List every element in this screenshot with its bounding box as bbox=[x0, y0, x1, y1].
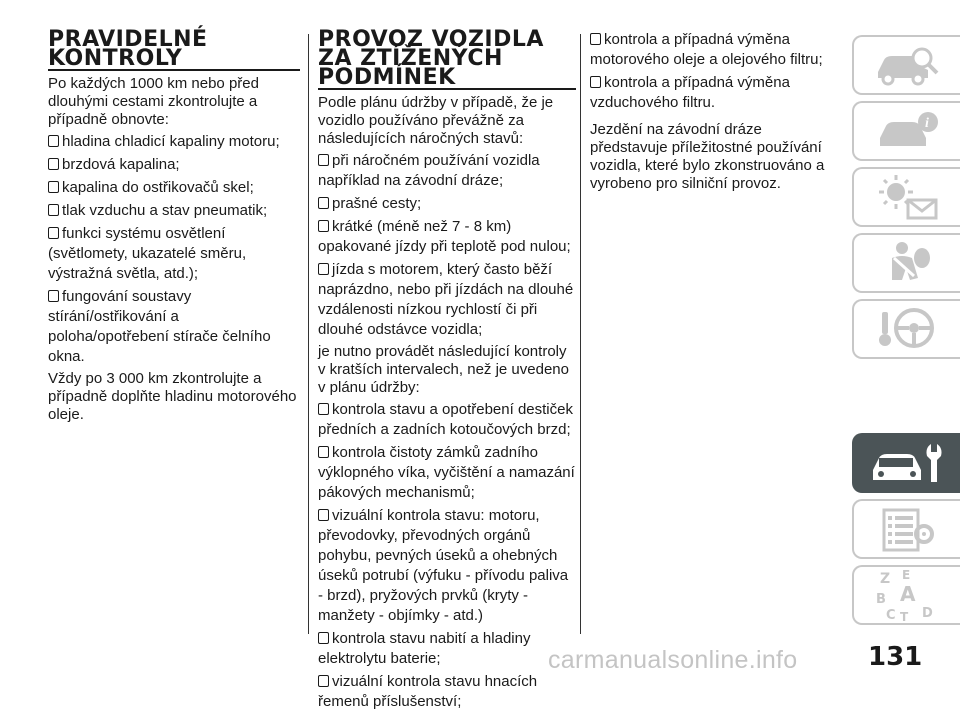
list-item: kontrola čistoty zámků zadního výklopného víka, vyčištění a namazání pákových mechanismů; bbox=[318, 444, 575, 501]
list-item: prašné cesty; bbox=[318, 194, 576, 214]
outro-paragraph: Jezdění na závodní dráze představuje příležitostné používání vozidla, které bylo zkonstruováno a vyrobeno pro silniční provoz. bbox=[590, 121, 825, 192]
list-item: funkci systému osvětlení (světlomety, ukazatelé směru, výstražná světla, atd.); bbox=[48, 225, 247, 282]
middle-paragraph: je nutno provádět následující kontroly v kratších intervalech, než je uvedeno v plánu údržby: bbox=[318, 343, 569, 396]
index-letter-a: A bbox=[900, 582, 916, 606]
column-difficult-conditions bbox=[318, 27, 576, 715]
sidebar-tab-steering-key[interactable] bbox=[852, 299, 960, 359]
checkbox-icon bbox=[48, 290, 59, 302]
list-item: fungování soustavy stírání/ostřikování a poloha/opotřebení stírače čelního okna. bbox=[48, 288, 271, 365]
sidebar-tab-alphabetical-index[interactable] bbox=[852, 565, 960, 625]
checklist-regular bbox=[48, 132, 300, 367]
list-item: vizuální kontrola stavu: motoru, převodovky, převodných orgánů pohybu, pevných úseků a ohebných úseků potrubí (výfuku - přívodu paliva - brzd), pryžových prvků (kryty - manžety - objímky - atd.) bbox=[318, 507, 569, 624]
column-regular-checks bbox=[48, 27, 300, 427]
sidebar-tab-warning-lights[interactable] bbox=[852, 167, 960, 227]
checkbox-icon bbox=[48, 204, 59, 216]
checkbox-icon bbox=[48, 135, 59, 147]
checkbox-icon bbox=[318, 446, 329, 458]
sidebar-tab-technical-data[interactable] bbox=[852, 499, 960, 559]
checklist-conditions bbox=[318, 151, 576, 340]
checkbox-icon bbox=[318, 220, 329, 232]
car-search-icon bbox=[872, 42, 942, 88]
list-item: kontrola a případná výměna vzduchového filtru. bbox=[590, 74, 790, 111]
list-item: krátké (méně než 7 - 8 km) opakované jízdy při teplotě pod nulou; bbox=[318, 218, 571, 255]
sidebar-tab-car-maintenance[interactable] bbox=[852, 433, 960, 493]
list-item: hladina chladicí kapaliny motoru; bbox=[48, 132, 300, 152]
column-divider bbox=[308, 34, 309, 634]
outro-paragraph: Vždy po 3 000 km zkontrolujte a případně doplňte hladinu motorového oleje. bbox=[48, 370, 297, 423]
car-wrench-icon bbox=[867, 438, 947, 488]
checklist-continued bbox=[590, 30, 830, 113]
steering-key-icon bbox=[872, 304, 942, 354]
page-number: 131 bbox=[868, 642, 923, 672]
list-item: kontrola stavu a opotřebení destiček předních a zadních kotoučových brzd; bbox=[318, 401, 573, 438]
sidebar-tab-car-search[interactable] bbox=[852, 35, 960, 95]
index-letter-d: D bbox=[922, 606, 933, 621]
index-letter-t: T bbox=[900, 610, 909, 624]
checkbox-icon bbox=[318, 403, 329, 415]
list-item: brzdová kapalina; bbox=[48, 155, 300, 175]
checkbox-icon bbox=[48, 227, 59, 239]
seatbelt-airbag-icon bbox=[872, 238, 942, 288]
list-item: při náročném používání vozidla například na závodní dráze; bbox=[318, 152, 540, 189]
checkbox-icon bbox=[48, 181, 59, 193]
checkbox-icon bbox=[318, 675, 329, 687]
column-continued bbox=[590, 30, 830, 196]
warning-lights-icon bbox=[872, 172, 942, 222]
watermark: carmanualsonline.info bbox=[548, 646, 798, 674]
alphabet-index-icon bbox=[872, 567, 942, 623]
list-item: vizuální kontrola stavu hnacích řemenů příslušenství; bbox=[318, 673, 538, 710]
index-letter-e: E bbox=[902, 568, 911, 582]
checkbox-icon bbox=[318, 509, 329, 521]
column-divider bbox=[580, 34, 581, 634]
checkbox-icon bbox=[318, 154, 329, 166]
checkbox-icon bbox=[318, 632, 329, 644]
checkbox-icon bbox=[318, 263, 329, 275]
list-item: kontrola stavu nabití a hladiny elektrolytu baterie; bbox=[318, 630, 531, 667]
checkbox-icon bbox=[590, 33, 601, 45]
car-info-icon bbox=[872, 108, 942, 154]
checkbox-icon bbox=[48, 158, 59, 170]
intro-paragraph: Podle plánu údržby v případě, že je vozidlo používáno převážně za následujících náročných stavů: bbox=[318, 94, 554, 147]
list-item: kapalina do ostřikovačů skel; bbox=[48, 178, 300, 198]
index-letter-z: Z bbox=[880, 571, 891, 587]
data-list-icon bbox=[872, 504, 942, 554]
checkbox-icon bbox=[318, 197, 329, 209]
heading-regular-checks: PRAVIDELNÉ KONTROLY bbox=[48, 30, 300, 71]
checkbox-icon bbox=[590, 76, 601, 88]
sidebar-tab-seatbelt-airbag[interactable] bbox=[852, 233, 960, 293]
intro-paragraph: Po každých 1000 km nebo před dlouhými cestami zkontrolujte a případně obnovte: bbox=[48, 75, 259, 128]
heading-difficult-conditions: PROVOZ VOZIDLA ZA ZTÍŽENÝCH PODMÍNEK bbox=[318, 30, 576, 90]
index-letter-c: C bbox=[886, 608, 896, 623]
list-item: jízda s motorem, který často běží naprázdno, nebo při jízdách na dlouhé vzdálenosti nízkou rychlostí či při dlouhé odstávce vozidla; bbox=[318, 261, 574, 338]
index-letter-b: B bbox=[876, 592, 886, 607]
checklist-shorter-intervals bbox=[318, 400, 576, 712]
list-item: kontrola a případná výměna motorového oleje a olejového filtru; bbox=[590, 31, 823, 68]
list-item: tlak vzduchu a stav pneumatik; bbox=[48, 201, 300, 221]
svg-text:i: i bbox=[925, 116, 929, 131]
sidebar-tab-car-info[interactable] bbox=[852, 101, 960, 161]
